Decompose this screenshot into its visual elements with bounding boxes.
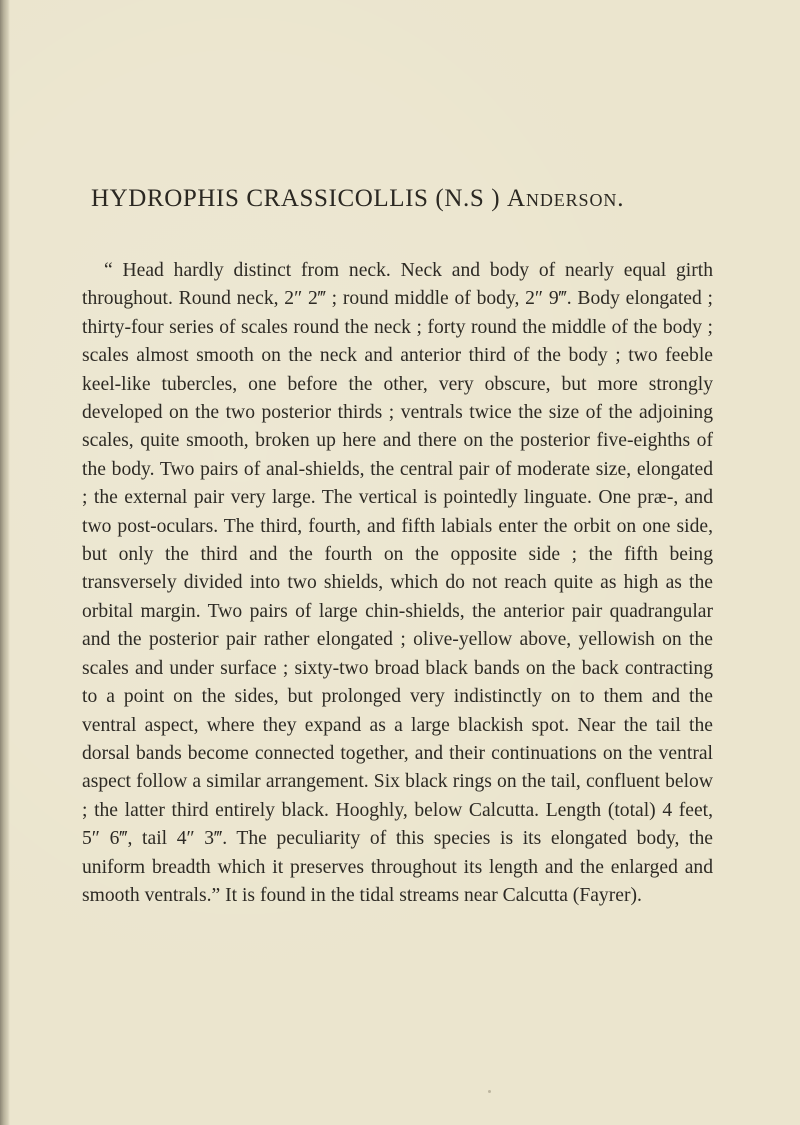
species-name: HYDROPHIS CRASSICOLLIS (N.S ) — [91, 185, 507, 212]
paper-speck — [488, 1090, 491, 1093]
author-name: Anderson. — [506, 185, 625, 212]
description-paragraph: “ Head hardly distinct from neck. Neck and body of nearly equal girth throughout. Round neck, 2″ 2‴ ; round middle of body, 2″ 9‴. Body elongated ; thirty-four series of scales round the neck ; forty round the middle of the body ; scales almost smooth on the neck and anterior third of the body ; two feeble keel-like tubercles, one before the other, very obscure, but more strongly developed on the two posterior thirds ; ventrals twice the size of the adjoining scales, quite smooth, broken up here and there on the posterior five-eighths of the body. Two pairs of anal-shields, the central pair of moderate size, elongated ; the external pair very large. The vertical is pointedly linguate. One præ-, and two post-oculars. The third, fourth, and fifth labials enter the orbit on one side, but only the third and the fourth on the opposite side ; the fifth being transversely divided into two shields, which do not reach quite as high as the orbital margin. Two pairs of large chin-shields, the anterior pair quadrangular and the posterior pair rather elongated ; olive-yellow above, yellowish on the scales and under surface ; sixty-two broad black bands on the back contracting to a point on the sides, but prolonged very indistinctly on to them and the ventral aspect, where they expand as a large blackish spot. Near the tail the dorsal bands become connected together, and their continuations on the ventral aspect follow a similar arrangement. Six black rings on the tail, confluent below ; the latter third entirely black. Hooghly, below Calcutta. Length (total) 4 feet, 5″ 6‴, tail 4″ 3‴. The peculiarity of this species is its elongated body, the uniform breadth which it preserves throughout its length and the enlarged and smooth ventrals.” It is found in the tidal streams near Calcutta (Fayrer). — [82, 260, 713, 906]
page-title — [91, 185, 731, 213]
page-binding-edge — [0, 0, 10, 1125]
description-text — [82, 257, 713, 910]
